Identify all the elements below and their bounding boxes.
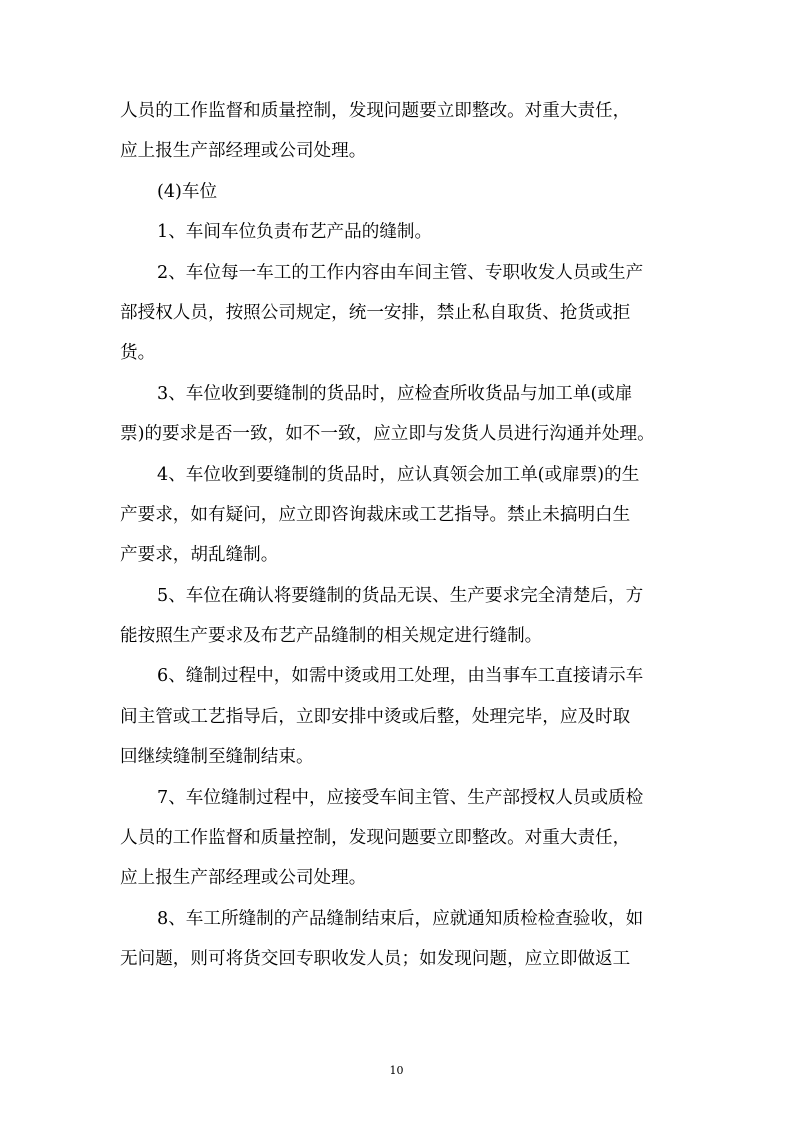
text-line: 回继续缝制至缝制结束。 (120, 747, 314, 768)
text-line: 2、车位每一车工的工作内容由车间主管、专职收发人员或生产 (157, 262, 644, 283)
section-heading: (4)车位 (157, 181, 218, 202)
page-number: 10 (389, 1064, 404, 1077)
text-line: 能按照生产要求及布艺产品缝制的相关规定进行缝制。 (120, 626, 543, 647)
text-line: 人员的工作监督和质量控制，发现问题要立即整改。对重大责任， (120, 101, 631, 121)
text-line: 7、车位缝制过程中，应接受车间主管、生产部授权人员或质检 (157, 787, 644, 808)
text-line: 货。 (120, 343, 156, 364)
text-line: 产要求，如有疑问，应立即咨询裁床或工艺指导。禁止未搞明白生 (120, 504, 631, 525)
text-line: 3、车位收到要缝制的货品时，应检查所收货品与加工单(或扉 (157, 383, 633, 404)
text-line: 8、车工所缝制的产品缝制结束后，应就通知质检检查验收，如 (157, 908, 644, 929)
text-line: 4、车位收到要缝制的货品时，应认真领会加工单(或扉票)的生 (157, 464, 640, 485)
body-text (120, 91, 680, 980)
text-line: 应上报生产部经理或公司处理。 (120, 141, 367, 162)
text-line: 6、缝制过程中，如需中烫或用工处理，由当事车工直接请示车 (157, 666, 644, 687)
text-line: 应上报生产部经理或公司处理。 (120, 868, 367, 889)
text-line: 间主管或工艺指导后，立即安排中烫或后整，处理完毕，应及时取 (120, 706, 631, 727)
text-line: 无问题，则可将货交回专职收发人员；如发现问题，应立即做返工 (120, 949, 631, 970)
text-line: 部授权人员，按照公司规定，统一安排，禁止私自取货、抢货或拒 (120, 302, 631, 323)
text-line: 人员的工作监督和质量控制，发现问题要立即整改。对重大责任， (120, 828, 631, 849)
text-line: 产要求，胡乱缝制。 (120, 545, 279, 566)
text-line: 票)的要求是否一致，如不一致，应立即与发货人员进行沟通并处理。 (120, 424, 655, 445)
text-line: 1、车间车位负责布艺产品的缝制。 (157, 222, 433, 243)
text-line: 5、车位在确认将要缝制的货品无误、生产要求完全清楚后，方 (157, 585, 644, 606)
